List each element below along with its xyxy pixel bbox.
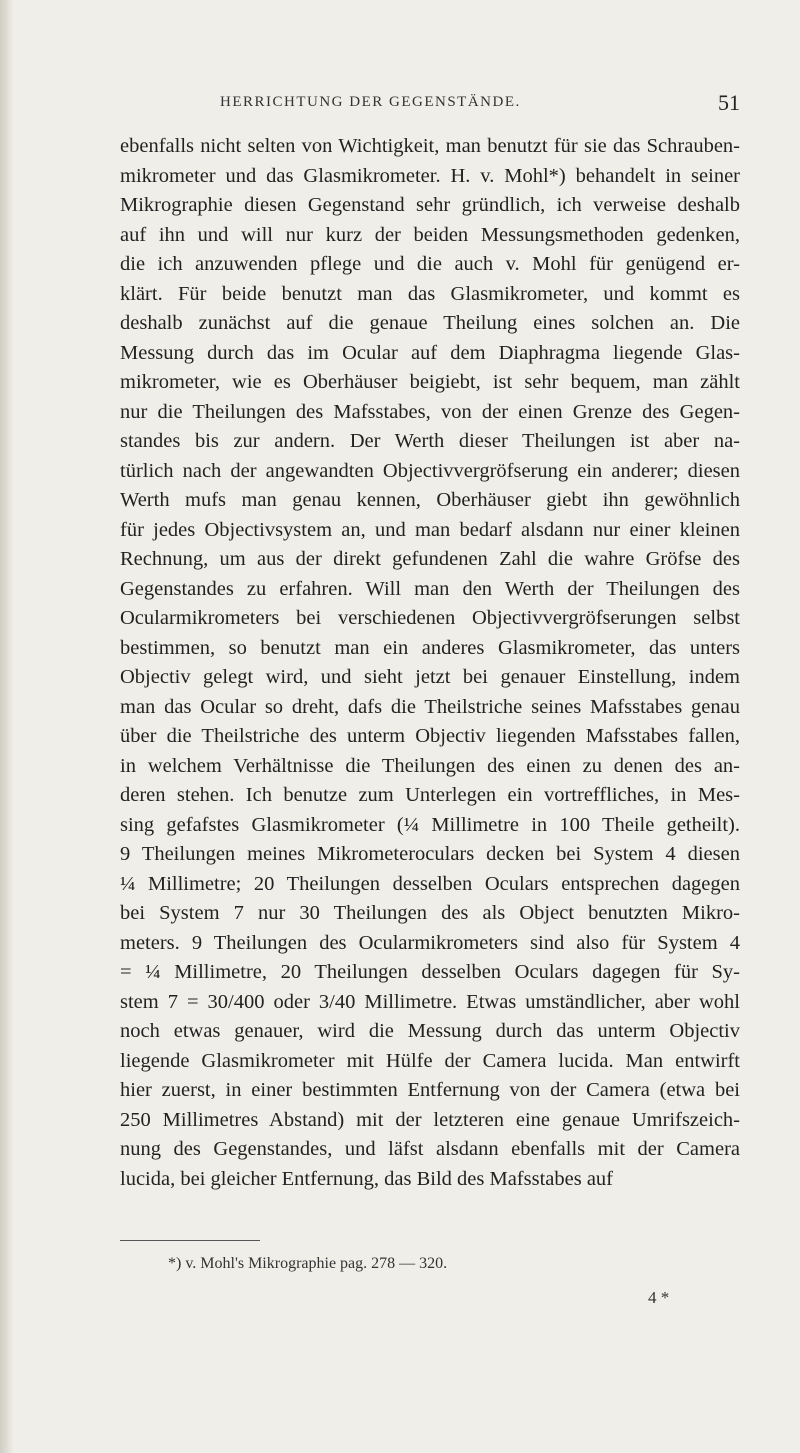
body-line: Werth mufs man genau kennen, Oberhäuser giebt ihn gewöhnlich [120, 489, 740, 511]
body-line: türlich nach der angewandten Objectivvergröfserung ein anderer; diesen [120, 459, 740, 482]
body-line: nung des Gegenstandes, und läfst alsdann ebenfalls mit der Camera [120, 1138, 740, 1160]
body-line: Messung durch das im Ocular auf dem Diaphragma liegende Glas- [120, 341, 740, 364]
body-line: bestimmen, so benutzt man ein anderes Glasmikrometer, das unters [120, 636, 740, 659]
footnote: *) v. Mohl's Mikrographie pag. 278 — 320. [168, 1255, 448, 1272]
body-line: Rechnung, um aus der direkt gefundenen Zahl die wahre Gröfse des [120, 548, 740, 570]
body-line: 9 Theilungen meines Mikrometeroculars decken bei System 4 diesen [120, 843, 740, 865]
body-line: über die Theilstriche des unterm Objectiv liegenden Mafsstabes fallen, [120, 725, 740, 747]
footnote-rule [120, 1240, 260, 1241]
body-line: standes bis zur andern. Der Werth dieser Theilungen ist aber na- [120, 430, 740, 452]
body-line: sing gefafstes Glasmikrometer (¼ Millimetre in 100 Theile getheilt). [120, 813, 740, 836]
body-line: meters. 9 Theilungen des Ocularmikrometers sind also für System 4 [120, 931, 740, 954]
body-line: für jedes Objectivsystem an, und man bedarf alsdann nur einer kleinen [120, 518, 740, 541]
body-line: die ich anzuwenden pflege und die auch v. Mohl für genügend er- [120, 253, 740, 275]
body-line: nur die Theilungen des Mafsstabes, von der einen Grenze des Gegen- [120, 400, 740, 423]
body-line: Mikrographie diesen Gegenstand sehr gründlich, ich verweise deshalb [120, 194, 740, 216]
body-line: 250 Millimetres Abstand) mit der letzteren eine genaue Umrifszeich- [120, 1108, 740, 1131]
body-line: mikrometer und das Glasmikrometer. H. v. Mohl*) behandelt in seiner [120, 164, 740, 187]
body-line: man das Ocular so dreht, dafs die Theilstriche seines Mafsstabes genau [120, 695, 740, 718]
body-line: stem 7 = 30/400 oder 3/40 Millimetre. Etwas umständlicher, aber wohl [120, 990, 740, 1013]
page-header [120, 90, 740, 120]
body-line: deren stehen. Ich benutze zum Unterlegen ein vortreffliches, in Mes- [120, 784, 740, 806]
body-line: Objectiv gelegt wird, und sieht jetzt bei genauer Einstellung, indem [120, 666, 740, 688]
body-line: auf ihn und will nur kurz der beiden Messungsmethoden gedenken, [120, 223, 740, 246]
body-line: ¼ Millimetre; 20 Theilungen desselben Oculars entsprechen dagegen [120, 872, 740, 895]
page-edge [0, 0, 14, 1453]
body-line: in welchem Verhältnisse die Theilungen des einen zu denen des an- [120, 754, 740, 777]
body-line: liegende Glasmikrometer mit Hülfe der Camera lucida. Man entwirft [120, 1049, 740, 1072]
body-line: = ¼ Millimetre, 20 Theilungen desselben Oculars dagegen für Sy- [120, 961, 740, 983]
page-number: 51 [718, 90, 740, 115]
body-line: noch etwas genauer, wird die Messung durch das unterm Objectiv [120, 1020, 740, 1042]
body-line: Gegenstandes zu erfahren. Will man den Werth der Theilungen des [120, 577, 740, 600]
running-head: HERRICHTUNG DER GEGENSTÄNDE. [220, 94, 521, 110]
body-line: mikrometer, wie es Oberhäuser beigiebt, ist sehr bequem, man zählt [120, 371, 740, 393]
signature-mark: 4 * [648, 1288, 670, 1307]
body-line: Ocularmikrometers bei verschiedenen Objectivvergröfserungen selbst [120, 607, 740, 629]
body-line: lucida, bei gleicher Entfernung, das Bild des Mafsstabes auf [120, 1167, 613, 1190]
body-line: hier zuerst, in einer bestimmten Entfernung von der Camera (etwa bei [120, 1079, 740, 1101]
body-text [120, 132, 740, 1194]
body-line: bei System 7 nur 30 Theilungen des als Object benutzten Mikro- [120, 902, 740, 924]
body-line: klärt. Für beide benutzt man das Glasmikrometer, und kommt es [120, 282, 740, 305]
body-line: deshalb zunächst auf die genaue Theilung eines solchen an. Die [120, 312, 740, 334]
body-line: ebenfalls nicht selten von Wichtigkeit, man benutzt für sie das Schrauben- [120, 135, 740, 157]
